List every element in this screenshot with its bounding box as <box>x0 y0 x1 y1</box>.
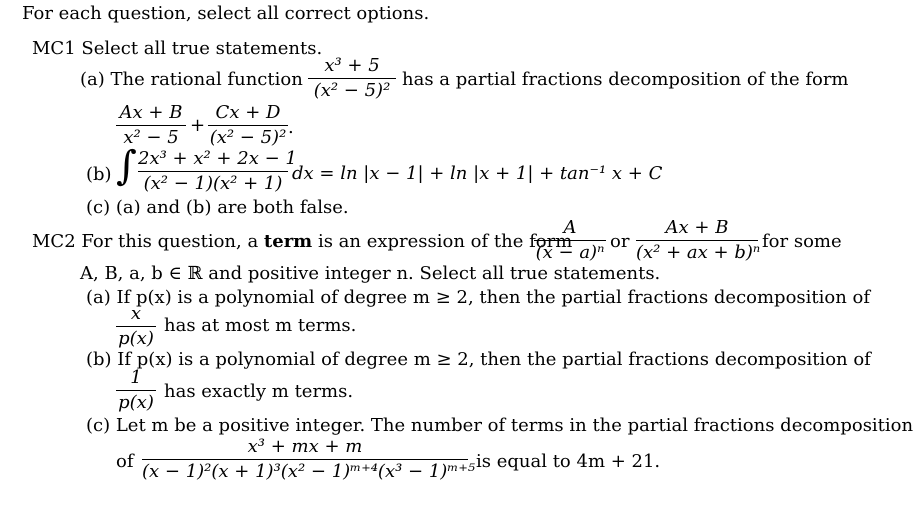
mc2-lead-text: MC2 For this question, a <box>32 231 259 252</box>
mc1-b-integrand-numerator: 2x³ + x² + 2x − 1 <box>138 148 297 169</box>
mc1-b-label: (b) <box>86 164 112 185</box>
mc2-b-fraction-numerator: 1 <box>130 367 142 388</box>
mc1-a-fraction-denominator: (x² − 5)² <box>313 80 391 101</box>
mc2-lead <box>32 233 572 251</box>
mc1-a-fraction-numerator: x³ + 5 <box>324 55 380 76</box>
mc2-c-rest: is equal to 4m + 21. <box>476 451 661 472</box>
mc2-lead-rest: is an expression of the form <box>317 231 573 252</box>
intro-text: For each question, select all correct options. <box>22 3 430 24</box>
mc2-term-fraction-2-numerator: Ax + B <box>665 217 729 238</box>
mc2-term-word: term <box>263 231 313 252</box>
mc1-a-option-fraction-1 <box>116 104 186 147</box>
mc2-term-fraction-2-denominator: (x² + ax + b)ⁿ <box>636 242 761 263</box>
mc1-a-period: . <box>288 117 294 138</box>
mc1-a-option-fraction-1-denominator: x² − 5 <box>123 127 179 148</box>
mc2-b-fraction-denominator: p(x) <box>118 392 154 413</box>
mc1-heading: MC1 Select all true statements. <box>32 38 323 59</box>
mc2-b-rest: has exactly m terms. <box>164 381 354 402</box>
mc1-c-option: (c) (a) and (b) are both false. <box>86 197 349 218</box>
mc2-c-text: (c) Let m be a positive integer. The number of terms in the partial fractions decomposition <box>86 415 914 436</box>
mc2-tail: for some <box>762 231 842 252</box>
mc2-a-text: (a) If p(x) is a polynomial of degree m ≥ 2, then the partial fractions decomposition of <box>86 287 871 308</box>
mc2-a-fraction <box>116 305 156 348</box>
mc2-c-of: of <box>116 451 134 472</box>
mc1-a-option-fraction-2 <box>208 104 288 147</box>
mc1-b-result: dx = ln |x − 1| + ln |x + 1| + tan⁻¹ x + C <box>292 163 663 184</box>
integral-sign: ∫ <box>116 143 137 189</box>
mc1-b-integrand <box>138 148 297 194</box>
mc2-a-rest: has at most m terms. <box>164 315 357 336</box>
mc1-a-fraction <box>308 57 396 100</box>
mc1-a-option-fraction-1-numerator: Ax + B <box>119 102 183 123</box>
mc2-term-fraction-2 <box>636 217 761 263</box>
mc2-line2: A, B, a, b ∈ ℝ and positive integer n. Select all true statements. <box>80 263 661 284</box>
mc2-or: or <box>610 231 630 252</box>
mc2-c-fraction-numerator: x³ + mx + m <box>247 436 363 457</box>
mc1-b-integrand-denominator: (x² − 1)(x² + 1) <box>143 173 283 194</box>
mc2-a-fraction-numerator: x <box>130 303 142 324</box>
mc1-a-option-fraction-2-denominator: (x² − 5)² <box>209 127 287 148</box>
mc1-a-lead: (a) The rational function <box>80 69 303 90</box>
mc1-a-plus: + <box>190 115 206 136</box>
mc2-b-fraction <box>116 369 156 412</box>
mc2-c-fraction-denominator: (x − 1)²(x + 1)³(x² − 1)ᵐ⁺⁴(x³ − 1)ᵐ⁺⁵ <box>142 461 476 482</box>
mc2-c-fraction <box>142 436 476 482</box>
mc1-a-tail: has a partial fractions decomposition of the form <box>402 69 849 90</box>
mc2-term-fraction-1-numerator: A <box>563 217 577 238</box>
mc1-a-option-fraction-2-numerator: Cx + D <box>215 102 281 123</box>
mc2-b-text: (b) If p(x) is a polynomial of degree m ≥ 2, then the partial fractions decomposition of <box>86 349 871 370</box>
mc2-a-fraction-denominator: p(x) <box>118 328 154 349</box>
mc2-term-fraction-1-denominator: (x − a)ⁿ <box>535 242 605 263</box>
mc2-term-fraction-1 <box>534 219 606 262</box>
